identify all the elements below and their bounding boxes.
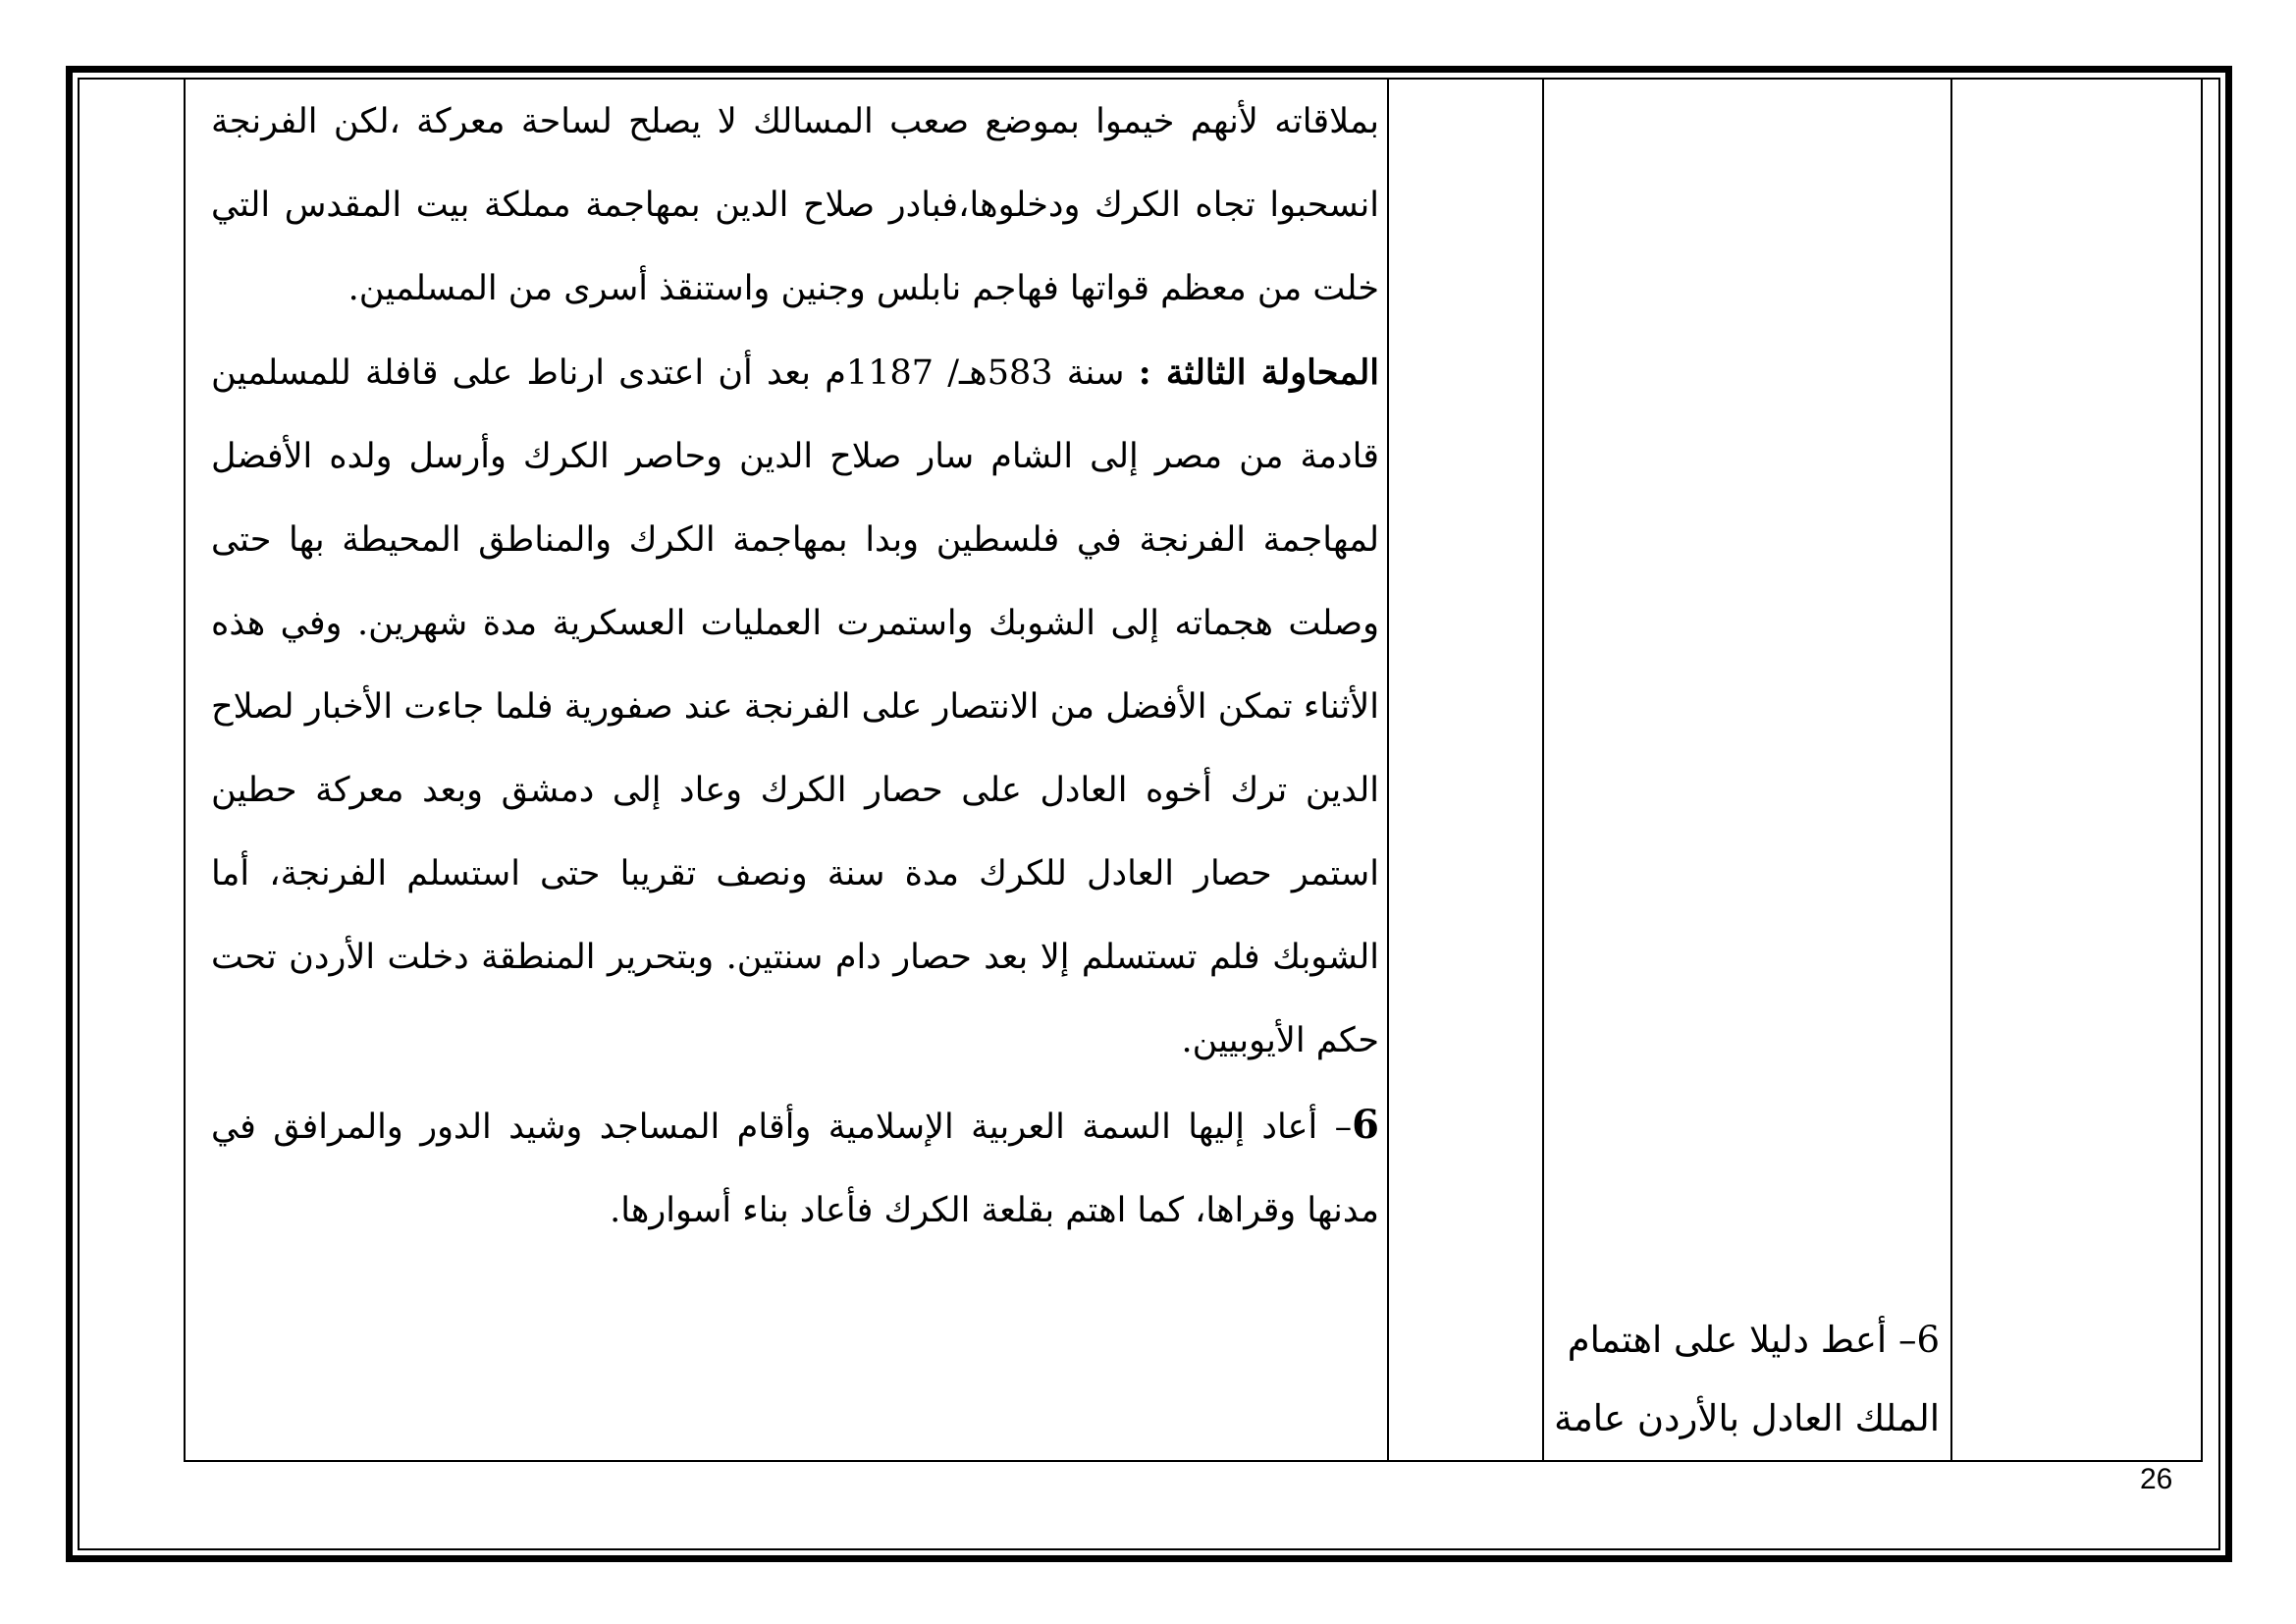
- content-cell: [211, 81, 1379, 1253]
- paragraph-first-attempt-end: بملاقاته لأنهم خيموا بموضع صعب المسالك لا يصلح لساحة معركة ،لكن الفرنجة انسحبوا تجاه الكرك ودخلوها،فبادر صلاح الدين بمهاجمة مملكة بيت المقدس التي خلت من معظم قواتها فهاجم نابلس وجنين واستنقذ أسرى من المسلمين.: [211, 102, 1379, 308]
- table-bottom-line: [184, 1460, 2203, 1462]
- paragraph-third-attempt: [211, 331, 1379, 1083]
- table-right-line: [2201, 78, 2203, 1462]
- page-number: 26: [2140, 1463, 2173, 1495]
- table-left-line: [184, 78, 186, 1462]
- point-6-text: – أعاد إليها السمة العربية الإسلامية وأقام المساجد وشيد الدور والمرافق في مدنها وقراها، كما اهتم بقلعة الكرك فأعاد بناء أسوارها.: [211, 1108, 1379, 1230]
- point-6-number: 6: [1352, 1102, 1379, 1148]
- paragraph-point-6: [211, 1083, 1379, 1253]
- question-cell: 6– أعط دليلا على اهتمام الملك العادل بالأردن عامة: [1554, 1319, 1940, 1439]
- table-divider-1: [1387, 78, 1389, 1462]
- table-divider-2: [1542, 78, 1544, 1462]
- third-attempt-text: سنة 583هـ/ 1187م بعد أن اعتدى ارناط على قافلة للمسلمين قادمة من مصر إلى الشام سار صلاح الدين وحاصر الكرك وأرسل ولده الأفضل لمهاجمة الفرنجة في فلسطين وبدا بمهاجمة الكرك والمناطق المحيطة بها حتى وصلت هجماته إلى الشوبك واستمرت العمليات العسكرية مدة شهرين. وفي هذه الأثناء تمكن الأفضل من الانتصار على الفرنجة عند صفورية فلما جاءت الأخبار لصلاح الدين ترك أخوه العادل على حصار الكرك وعاد إلى دمشق وبعد معركة حطين استمر حصار العادل للكرك مدة سنة ونصف تقريبا حتى استسلم الفرنجة، أما الشوبك فلم تستسلم إلا بعد حصار دام سنتين. وبتحرير المنطقة دخلت الأردن تحت حكم الأيوبيين.: [211, 353, 1379, 1060]
- table-divider-3: [1950, 78, 1952, 1462]
- third-attempt-label: المحاولة الثالثة :: [1138, 352, 1380, 393]
